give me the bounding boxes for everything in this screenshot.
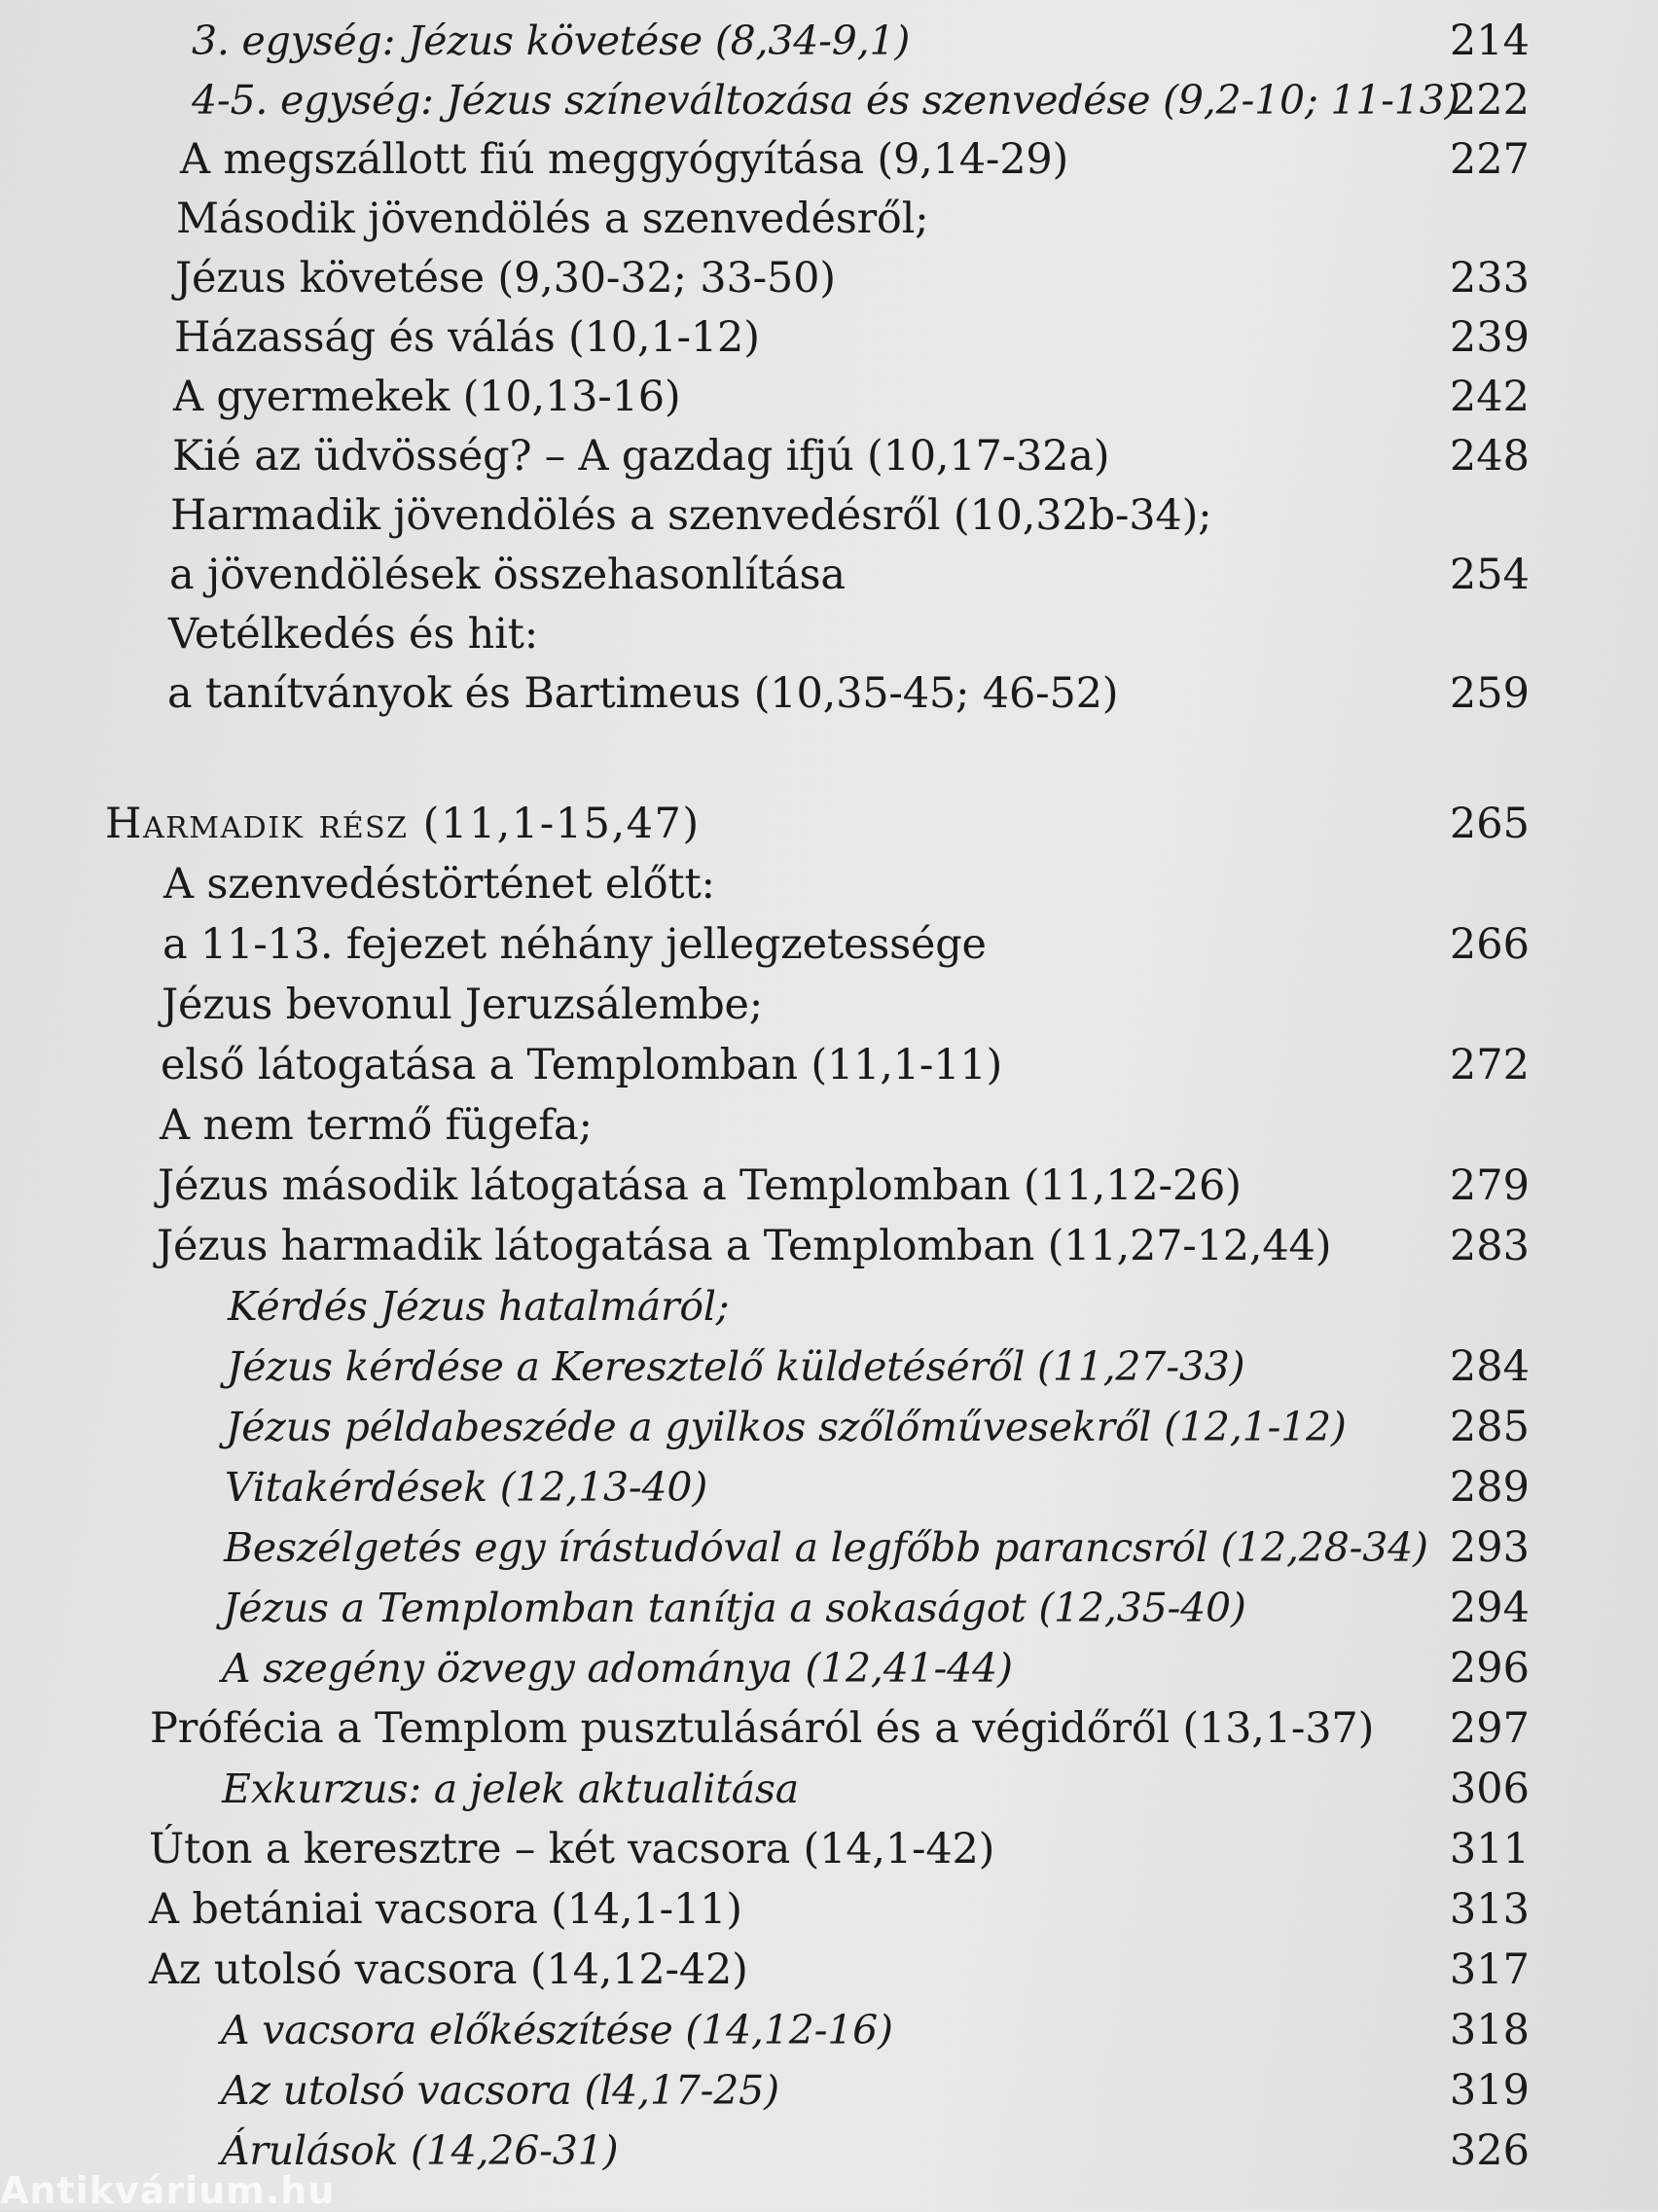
toc-entry-title: A vacsora előkészítése (14,12-16) (221, 2007, 893, 2053)
toc-entry-page: 233 (1449, 254, 1530, 303)
toc-entry-title: Prófécia a Templom pusztulásáról és a végidőről (13,1-37) (150, 1704, 1375, 1753)
toc-entry-page: 222 (1449, 76, 1530, 125)
toc-entry-page: 227 (1449, 135, 1530, 184)
toc-entry-title: Házasság és válás (10,1-12) (174, 313, 760, 362)
toc-entry (0, 1942, 1530, 1998)
toc-entry-page: 254 (1449, 551, 1530, 599)
toc-entry (0, 13, 1530, 69)
toc-entry-title: A betániai vacsora (14,1-11) (149, 1885, 742, 1934)
toc-entry-page: 272 (1449, 1041, 1530, 1089)
toc-entry-title: Árulások (14,26-31) (221, 2127, 619, 2174)
toc-entry (0, 547, 1530, 603)
toc-entry (0, 2062, 1530, 2119)
toc-entry-title: Az utolsó vacsora (l4,17-25) (221, 2067, 779, 2114)
toc-entry-page: 248 (1449, 432, 1530, 481)
toc-entry-title: Jézus második látogatása a Templomban (11,12-26) (158, 1161, 1242, 1210)
toc-entry (0, 1640, 1530, 1696)
toc-entry (0, 1158, 1530, 1214)
toc-entry (0, 916, 1530, 973)
toc-entry (0, 428, 1530, 484)
toc-entry (0, 250, 1530, 306)
toc-entry (0, 131, 1530, 188)
toc-entry-title: A nem termő fügefa; (160, 1101, 593, 1150)
toc-entry (0, 1459, 1530, 1516)
toc-entry-title: Beszélgetés egy írástudóval a legfőbb parancsról (12,28-34) (224, 1524, 1428, 1571)
toc-entry-title: a tanítványok és Bartimeus (10,35-45; 46-52) (167, 669, 1119, 718)
toc-entry (0, 1580, 1530, 1636)
toc-entry (0, 191, 1530, 247)
toc-entry-title: Vetélkedés és hit: (168, 610, 539, 659)
toc-entry-title: Jézus kérdése a Keresztelő küldetéséről (11,27-33) (227, 1343, 1245, 1390)
toc-entry-title: Úton a keresztre – két vacsora (14,1-42) (149, 1825, 995, 1873)
toc-entry-page: 297 (1449, 1704, 1530, 1753)
toc-entry (0, 2002, 1530, 2058)
toc-entry-page: 311 (1449, 1825, 1530, 1873)
toc-entry-title: Második jövendölés a szenvedésről; (176, 195, 929, 243)
toc-entry (0, 1037, 1530, 1093)
toc-entry (0, 665, 1530, 722)
toc-entry-title: Vitakérdések (12,13-40) (225, 1464, 708, 1511)
toc-entry-page: 259 (1449, 669, 1530, 718)
toc-entry-title: A szenvedéstörténet előtt: (163, 860, 715, 909)
toc-entry-title: a jövendölések összehasonlítása (169, 551, 846, 599)
toc-entry-title: Kérdés Jézus hatalmáról; (228, 1283, 730, 1330)
toc-entry-title: A szegény özvegy adománya (12,41-44) (222, 1645, 1013, 1692)
toc-entry (0, 1700, 1530, 1757)
toc-entry-page: 318 (1449, 2006, 1530, 2054)
toc-entry-page: 293 (1449, 1523, 1530, 1572)
toc-entry-title: Harmadik jövendölés a szenvedésről (10,32b-34); (170, 491, 1212, 540)
toc-entry-page: 283 (1449, 1222, 1530, 1270)
toc-entry-page: 289 (1449, 1463, 1530, 1512)
toc-entry-page: 214 (1449, 17, 1530, 65)
toc-section-heading (0, 796, 1530, 852)
toc-entry (0, 1519, 1530, 1576)
toc-entry-title: 4-5. egység: Jézus színeváltozása és szenvedése (9,2-10; 11-13) (192, 77, 1460, 124)
toc-entry (0, 977, 1530, 1033)
toc-entry (0, 1821, 1530, 1877)
toc-entry-page: 242 (1449, 373, 1530, 421)
toc-entry-title: A megszállott fiú meggyógyítása (9,14-29) (180, 135, 1069, 184)
toc-entry-title: Jézus harmadik látogatása a Templomban (11,27-12,44) (157, 1222, 1332, 1270)
section-heading-label: Harmadik rész (105, 800, 409, 848)
toc-entry-title: Jézus a Templomban tanítja a sokaságot (12,35-40) (223, 1585, 1246, 1631)
toc-entry-page: 285 (1449, 1403, 1530, 1451)
toc-entry-title: első látogatása a Templomban (11,1-11) (161, 1041, 1003, 1089)
toc-entry-page: 284 (1449, 1342, 1530, 1391)
toc-entry (0, 1399, 1530, 1455)
toc-entry (0, 1278, 1530, 1335)
toc-entry-page: 296 (1449, 1644, 1530, 1693)
toc-entry-page: 313 (1449, 1885, 1530, 1934)
toc-entry-page: 266 (1449, 920, 1530, 969)
toc-entry (0, 856, 1530, 912)
toc-entry-title: Jézus példabeszéde a gyilkos szőlőművesekről (12,1-12) (226, 1404, 1347, 1450)
toc-entry-page: 326 (1449, 2126, 1530, 2175)
toc-entry (0, 369, 1530, 425)
toc-entry-title: Az utolsó vacsora (14,12-42) (149, 1945, 748, 1994)
toc-entry-title: 3. egység: Jézus követése (8,34-9,1) (192, 18, 911, 64)
toc-entry-title: a 11-13. fejezet néhány jellegzetessége (162, 920, 987, 969)
toc-entry-page: 265 (1449, 800, 1530, 848)
toc-entry-page: 294 (1449, 1584, 1530, 1632)
toc-entry-title: Exkurzus: a jelek aktualitása (222, 1766, 799, 1812)
section-heading-range: (11,1-15,47) (408, 800, 701, 848)
toc-entry-title: A gyermekek (10,13-16) (173, 373, 681, 421)
toc-entry-page: 279 (1449, 1161, 1530, 1210)
toc-entry (0, 1761, 1530, 1817)
toc-entry-page: 239 (1449, 313, 1530, 362)
toc-entry-page: 319 (1449, 2066, 1530, 2115)
toc-entry (0, 1338, 1530, 1395)
toc-entry-title: Jézus követése (9,30-32; 33-50) (175, 254, 836, 303)
toc-entry-page: 306 (1449, 1765, 1530, 1813)
watermark: Antikvárium.hu (0, 2169, 336, 2212)
toc-entry (0, 72, 1530, 128)
toc-entry (0, 1097, 1530, 1154)
toc-entry (0, 487, 1530, 544)
toc-entry-title: Kié az üdvösség? – A gazdag ifjú (10,17-32a) (172, 432, 1110, 481)
toc-entry (0, 309, 1530, 366)
toc-entry (0, 1881, 1530, 1938)
toc-entry-page: 317 (1449, 1945, 1530, 1994)
toc-entry (0, 1218, 1530, 1274)
toc-entry (0, 606, 1530, 662)
toc-entry-title: Jézus bevonul Jeruzsálembe; (162, 981, 764, 1029)
